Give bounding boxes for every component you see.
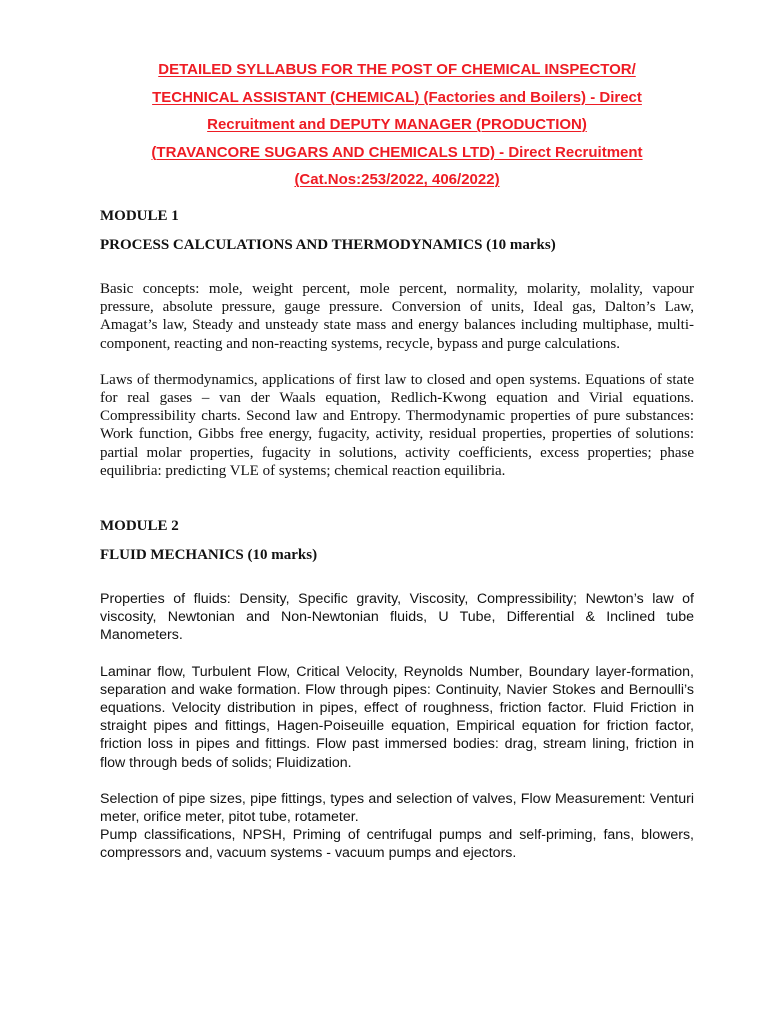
module-1-section-title: PROCESS CALCULATIONS AND THERMODYNAMICS (10 marks)	[100, 237, 556, 253]
module-2-paragraph-2: Laminar flow, Turbulent Flow, Critical Velocity, Reynolds Number, Boundary layer-formation, separation and wake formation. Flow through pipes: Continuity, Navier Stokes and Bernoulli’s equations. Velocity distribution in pipes, effect of roughness, friction factor. Fluid Friction in straight pipes and fittings, Hagen-Poiseuille equation, Empirical equation for friction factor, friction loss in pipes and fittings. Flow past immersed bodies: drag, stream lining, friction in flow through beds of solids; Fluidization.	[100, 663, 694, 771]
module-2-paragraph-1: Properties of fluids: Density, Specific gravity, Viscosity, Compressibility; Newton’s law of viscosity, Newtonian and Non-Newtonian fluids, U Tube, Differential & Inclined tube Manometers.	[100, 591, 694, 644]
title-line-5: (Cat.Nos:253/2022, 406/2022)	[294, 171, 500, 188]
module-1-paragraph-2: Laws of thermodynamics, applications of first law to closed and open systems. Equations of state for real gases – van der Waals equation, Redlich-Kwong equation and Virial equations. Compressibility charts. Second law and Entropy. Thermodynamic properties of pure substances: Work function, Gibbs free energy, fugacity, activity, residual properties, properties of solutions: partial molar properties, fugacity in solutions, activity coefficients, excess properties; phase equilibria: predicting VLE of systems; chemical reaction equilibria.	[100, 371, 694, 479]
title-line-2: TECHNICAL ASSISTANT (CHEMICAL) (Factories and Boilers) - Direct	[152, 88, 642, 106]
module-2-paragraph-4: Pump classifications, NPSH, Priming of centrifugal pumps and self-priming, fans, blowers, compressors and, vacuum systems - vacuum pumps and ejectors.	[100, 827, 694, 862]
module-2-label: MODULE 2	[100, 518, 179, 535]
title-line-1: DETAILED SYLLABUS FOR THE POST OF CHEMICAL INSPECTOR/	[158, 61, 636, 78]
module-1-label: MODULE 1	[100, 208, 179, 224]
syllabus-content	[100, 206, 694, 863]
title-line-3: Recruitment and DEPUTY MANAGER (PRODUCTION)	[207, 116, 587, 133]
module-2-section-title: FLUID MECHANICS (10 marks)	[100, 547, 318, 564]
module-2-paragraph-3: Selection of pipe sizes, pipe fittings, types and selection of valves, Flow Measurement: Venturi meter, orifice meter, pitot tube, rotameter.	[100, 790, 694, 826]
title-line-4: (TRAVANCORE SUGARS AND CHEMICALS LTD) - Direct Recruitment	[151, 143, 643, 161]
syllabus-title	[100, 56, 694, 194]
module-1-paragraph-1: Basic concepts: mole, weight percent, mole percent, normality, molarity, molality, vapour pressure, absolute pressure, gauge pressure. Conversion of units, Ideal gas, Dalton’s Law, Amagat’s law, Steady and unsteady state mass and energy balances including multiphase, multi-component, reacting and non-reacting systems, recycle, bypass and purge calculations.	[100, 281, 694, 352]
